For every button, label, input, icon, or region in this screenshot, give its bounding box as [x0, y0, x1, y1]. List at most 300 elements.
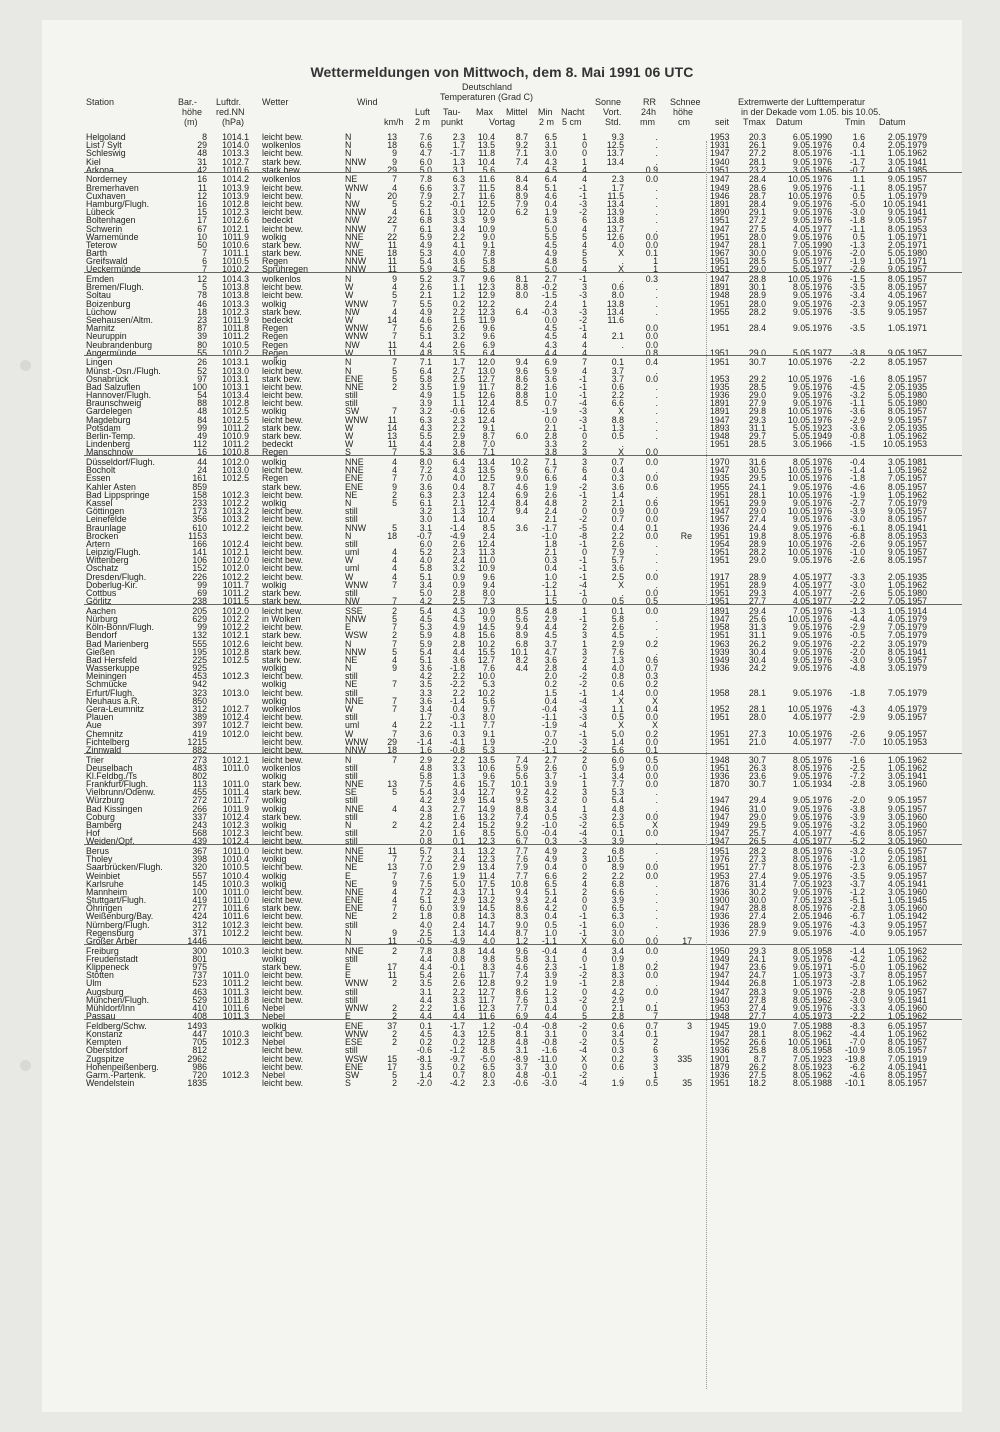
col-min-5cm: 5 cm	[562, 117, 582, 127]
cell-height: 557	[192, 870, 207, 881]
cell-precipitation: .	[655, 895, 658, 906]
cell-min-5cm: -2	[579, 1069, 587, 1080]
cell-max-temp: 12.7	[477, 506, 495, 517]
cell-pressure: 1012.2	[222, 613, 249, 624]
cell-air-temp: 5.1	[419, 571, 432, 582]
cell-tmin: -2.8	[849, 903, 865, 914]
cell-min-5cm: 2	[582, 754, 587, 765]
cell-min-5cm: 3	[582, 854, 587, 865]
cell-pressure: 1013.0	[222, 365, 249, 376]
cell-weather: leicht bew.	[262, 290, 304, 301]
cell-tmin-date: 1.05.1979	[887, 190, 927, 201]
cell-min-5cm: 3	[582, 646, 587, 657]
cell-station: Wittenberg	[86, 555, 129, 566]
cell-pressure: 1010.3	[222, 945, 249, 956]
cell-sunshine: 0.6	[611, 381, 624, 392]
col-mean: Mittel	[506, 107, 528, 117]
cell-min-2m: 3.4	[544, 803, 557, 814]
cell-tmin: -3.9	[849, 811, 865, 822]
cell-air-temp: 4.9	[419, 306, 432, 317]
cell-air-temp: 4.0	[419, 919, 432, 930]
cell-min-2m: 5.9	[544, 365, 557, 376]
cell-weather: Nebel	[262, 1069, 285, 1080]
cell-tmin-date: 9.05.1957	[887, 803, 927, 814]
cell-dew-point: 2.9	[452, 431, 465, 441]
cell-height: 7	[202, 248, 207, 258]
cell-precipitation: 0.3	[645, 274, 658, 285]
cell-tmax-date: 10.05.1961	[787, 1037, 832, 1048]
cell-since-year: 1976	[710, 854, 730, 865]
cell-dew-point: 4.3	[452, 465, 465, 476]
cell-sunshine: 0.9	[611, 953, 624, 964]
cell-pressure: 1011.1	[222, 248, 249, 258]
cell-tmin: -3.3	[849, 571, 865, 582]
cell-pressure: 1013.1	[222, 357, 249, 368]
cell-since-year: 1951	[710, 530, 730, 541]
cell-min-2m: 1.2	[544, 986, 557, 997]
cell-dew-point: -9.7	[449, 1053, 465, 1064]
cell-min-5cm: -3	[579, 703, 587, 714]
cell-height: 419	[192, 728, 207, 739]
cell-sunshine: 6.5	[611, 819, 624, 830]
cell-height: 882	[192, 744, 207, 755]
cell-max-temp: 8.5	[482, 1045, 495, 1056]
cell-wind-dir: ENE	[345, 373, 364, 384]
cell-wind-dir: still	[345, 671, 358, 682]
cell-mean-temp: 3.6	[515, 522, 528, 533]
cell-pressure: 1011.2	[222, 978, 249, 989]
cell-weather: stark bew.	[262, 156, 302, 167]
cell-weather: leicht bew.	[262, 223, 304, 234]
cell-wind-speed: 2	[392, 489, 397, 500]
cell-min-5cm: X	[581, 936, 587, 946]
cell-dew-point: 5.0	[452, 878, 465, 889]
cell-air-temp: 5.4	[419, 787, 432, 798]
cell-dew-point: 3.4	[452, 787, 465, 798]
cell-min-2m: 6.6	[544, 870, 557, 881]
cell-min-5cm: -1	[579, 927, 587, 938]
cell-tmax-date: 7.05.1988	[792, 1020, 832, 1031]
cell-wind-dir: WNW	[345, 414, 368, 425]
cell-since-year: 1957	[710, 514, 730, 525]
cell-min-2m: 0.4	[544, 862, 557, 873]
cell-pressure: 1013.8	[222, 290, 249, 301]
cell-dew-point: 0.8	[452, 953, 465, 964]
cell-tmin: 0.5	[852, 231, 865, 242]
cell-station: Bad Hersfeld	[86, 654, 137, 665]
cell-sunshine: 1.3	[611, 654, 624, 665]
cell-wind-speed: 4	[392, 465, 397, 476]
cell-station: Lüchow	[86, 306, 117, 317]
cell-tmax: 27.5	[748, 1069, 766, 1080]
cell-weather: leicht bew.	[262, 1061, 304, 1072]
cell-dew-point: -4.9	[449, 936, 465, 946]
cell-min-2m: 0.5	[544, 919, 557, 930]
cell-sunshine: 1.9	[611, 1078, 624, 1088]
cell-weather: wolkig	[262, 231, 287, 242]
cell-sunshine: 0.6	[611, 1061, 624, 1072]
cell-pressure: 1010.2	[222, 347, 249, 358]
cell-pressure: 1013.4	[222, 390, 249, 401]
cell-since-year: 1939	[710, 646, 730, 657]
cell-station: Bad Lippspringe	[86, 489, 150, 500]
cell-wind-dir: N	[345, 190, 352, 201]
cell-wind-dir: NNE	[345, 248, 364, 258]
cell-since-year: 1936	[710, 1045, 730, 1056]
cell-sunshine: 6.8	[611, 846, 624, 856]
cell-tmin: -3.8	[849, 347, 865, 358]
cell-air-temp: 3.5	[419, 381, 432, 392]
cell-tmax: 27.9	[748, 927, 766, 938]
cell-weather: stark bew.	[262, 248, 302, 258]
cell-sunshine: 1.8	[611, 962, 624, 972]
cell-dew-point: -0.6	[449, 406, 465, 417]
cell-min-5cm: 3	[582, 457, 587, 467]
cell-pressure: 1012.2	[222, 622, 249, 633]
cell-weather: leicht bew.	[262, 530, 304, 541]
cell-weather: Nebel	[262, 1037, 285, 1048]
cell-tmax-date: 5.05.1977	[792, 256, 832, 267]
cell-station: Soltau	[86, 290, 111, 301]
cell-height: 173	[192, 506, 207, 517]
cell-precipitation: 0.2	[645, 679, 658, 690]
cell-air-temp: 3.5	[419, 1061, 432, 1072]
cell-weather: wolkig	[262, 854, 287, 865]
cell-since-year: 1947	[710, 986, 730, 997]
cell-max-temp: 5.8	[482, 256, 495, 267]
cell-weather: wolkig	[262, 1020, 287, 1031]
cell-precipitation: .	[655, 215, 658, 226]
cell-precipitation: .	[655, 613, 658, 624]
cell-wind-dir: NE	[345, 679, 358, 690]
cell-tmax-date: 5.05.1923	[792, 422, 832, 433]
cell-min-2m: 5.1	[544, 182, 557, 193]
cell-precipitation: 7	[653, 1011, 658, 1022]
cell-max-temp: 11.5	[478, 182, 495, 193]
cell-tmin: -6.1	[849, 522, 865, 533]
cell-since-year: 1967	[710, 248, 730, 258]
cell-since-year: 1940	[710, 156, 730, 167]
cell-weather: wolkenlos	[262, 274, 301, 285]
cell-precipitation: 0.0	[645, 571, 658, 582]
cell-tmin: -4.2	[849, 953, 865, 964]
cell-max-temp: 14.5	[477, 903, 495, 914]
cell-min-5cm: -1	[579, 587, 587, 598]
cell-precipitation: .	[655, 465, 658, 476]
cell-tmax: 28.1	[748, 156, 766, 167]
cell-station: Bremen/Flugh.	[86, 282, 144, 293]
cell-min-2m: 2.6	[544, 489, 557, 500]
cell-min-5cm: 4	[582, 878, 587, 889]
cell-min-2m: 6.5	[544, 878, 557, 889]
cell-min-2m: 6.9	[544, 357, 557, 368]
cell-wind-dir: still	[345, 506, 358, 517]
cell-tmax: 27.4	[748, 514, 766, 525]
cell-min-2m: -1.0	[541, 819, 557, 830]
cell-sunshine: 5.0	[611, 728, 624, 739]
cell-min-5cm: 2	[582, 886, 587, 897]
cell-weather: leicht bew.	[262, 836, 304, 847]
cell-dew-point: 2.5	[452, 373, 465, 384]
cell-dew-point: 0.1	[452, 836, 465, 847]
cell-tmax-date: 8.05.1923	[792, 1061, 832, 1072]
cell-pressure: 1012.1	[222, 547, 249, 557]
cell-precipitation: .	[655, 365, 658, 376]
cell-dew-point: 1.9	[452, 870, 465, 881]
cell-station: Aue	[86, 720, 102, 731]
cell-mean-temp: 6.4	[515, 306, 528, 317]
cell-min-2m: 4.4	[544, 622, 557, 633]
cell-sunshine: 13.7	[606, 148, 624, 159]
cell-dew-point: 2.8	[452, 638, 465, 649]
cell-pressure: 1011.3	[222, 986, 249, 997]
cell-precipitation: 0.4	[645, 357, 658, 368]
cell-max-temp: 15.6	[477, 630, 495, 641]
cell-dew-point: -0.8	[449, 744, 465, 755]
cell-sunshine: 1.7	[611, 182, 624, 193]
cell-wind-dir: ENE	[345, 903, 364, 914]
cell-sunshine: 7.7	[611, 779, 624, 789]
cell-tmin: -1.4	[849, 945, 865, 956]
cell-since-year: 1891	[710, 605, 730, 616]
cell-min-5cm: -1	[579, 919, 587, 930]
cell-weather: leicht bew.	[262, 622, 304, 633]
cell-tmin: -4.6	[849, 828, 865, 839]
cell-min-2m: 1.5	[544, 596, 557, 607]
cell-precipitation: 0.5	[645, 754, 658, 765]
cell-air-temp: 3.4	[419, 703, 432, 714]
cell-tmin-date: 1.05.1962	[887, 754, 927, 765]
cell-height: 55	[197, 347, 207, 358]
cell-wind-speed: 7	[392, 596, 397, 607]
cell-tmax-date: 9.05.1976	[792, 646, 832, 657]
cell-air-temp: 7.0	[419, 473, 432, 484]
cell-wind-dir: NNW	[345, 613, 367, 624]
cell-wind-dir: WSW	[345, 1053, 368, 1064]
cell-air-temp: 6.0	[419, 156, 432, 167]
cell-tmax: 31.1	[748, 630, 766, 641]
cell-min-2m: -1.1	[541, 744, 557, 755]
cell-height: 337	[192, 811, 207, 822]
cell-wind-speed: 2	[392, 978, 397, 989]
cell-weather: stark bew.	[262, 306, 302, 317]
cell-max-temp: 11.6	[478, 1011, 495, 1022]
cell-air-temp: 2.1	[419, 290, 432, 301]
cell-precipitation: 2	[653, 1037, 658, 1048]
cell-max-temp: 12.3	[477, 1002, 495, 1013]
col-rr: RR	[643, 97, 656, 107]
cell-min-5cm: 0	[582, 762, 587, 773]
cell-tmax-date: 9.05.1976	[792, 638, 832, 649]
cell-wind-speed: 7	[392, 331, 397, 342]
cell-max-temp: 8.7	[482, 431, 495, 441]
cell-height: 12	[197, 190, 207, 201]
cell-tmin: -1.8	[849, 687, 865, 698]
cell-tmax: 27.7	[748, 862, 766, 873]
cell-tmin-date: 9.05.1957	[887, 712, 927, 723]
cell-weather: leicht bew.	[262, 712, 304, 723]
cell-wind-speed: 11	[387, 936, 397, 946]
cell-tmin: -4.4	[849, 613, 865, 624]
cell-pressure: 1011.0	[222, 846, 249, 856]
cell-min-2m: 5.5	[544, 231, 557, 242]
cell-since-year: 1947	[710, 174, 730, 185]
cell-mean-temp: 9.4	[515, 886, 528, 897]
cell-min-5cm: -3	[579, 290, 587, 301]
col-since: seit	[715, 117, 730, 127]
cell-station: Plauen	[86, 712, 114, 723]
cell-min-5cm: 1	[582, 779, 587, 789]
cell-sunshine: .	[621, 439, 624, 450]
cell-tmin-date: 1.05.1962	[887, 962, 927, 972]
cell-tmin-date: 5.05.1980	[887, 398, 927, 409]
cell-max-temp: 7.3	[482, 596, 495, 607]
cell-precipitation: 0.0	[645, 862, 658, 873]
cell-tmin-date: 4.05.1979	[887, 703, 927, 714]
cell-station: Bad Marienberg	[86, 638, 149, 649]
cell-tmax: 28.8	[748, 903, 766, 914]
cell-tmin: -6.7	[849, 911, 865, 922]
cell-weather: bedeckt	[262, 315, 293, 325]
cell-dew-point: 2.4	[452, 555, 465, 566]
cell-tmax: 29.5	[748, 473, 766, 484]
cell-station: Mühldorf/Inn	[86, 1002, 135, 1013]
cell-wind-dir: still	[345, 836, 358, 847]
cell-tmax: 30.0	[748, 895, 766, 906]
cell-tmin-date: 8.05.1957	[887, 274, 927, 285]
col-wind: Wind	[357, 97, 378, 107]
cell-dew-point: 1.6	[452, 828, 465, 839]
cell-height: 10	[197, 231, 207, 242]
cell-dew-point: 3.7	[452, 274, 465, 285]
cell-max-temp: 12.7	[477, 787, 495, 798]
cell-wind-speed: 4	[392, 803, 397, 814]
cell-max-temp: 12.9	[477, 290, 495, 301]
cell-since-year: 1946	[710, 803, 730, 814]
cell-tmin: -6.2	[849, 1061, 865, 1072]
cell-weather: wolkig	[262, 870, 287, 881]
cell-tmin: -5.0	[849, 962, 865, 972]
cell-min-5cm: -2	[579, 671, 587, 682]
cell-dew-point: 2.5	[452, 596, 465, 607]
cell-pressure: 1012.2	[222, 927, 249, 938]
cell-tmin-date: 9.05.1957	[887, 870, 927, 881]
cell-tmax-date: 9.05.1976	[792, 986, 832, 997]
cell-wind-speed: 7	[392, 703, 397, 714]
cell-max-temp: 11.6	[478, 190, 495, 201]
cell-tmax: 31.1	[748, 422, 766, 433]
cell-height: 483	[192, 762, 207, 773]
cell-wind-dir: S	[345, 1078, 351, 1088]
cell-mean-temp: 9.4	[515, 622, 528, 633]
cell-min-5cm: 1	[582, 156, 587, 167]
cell-sunshine: X	[618, 447, 624, 458]
cell-precipitation: 0.8	[645, 347, 658, 358]
cell-pressure: 1011.6	[222, 1002, 249, 1013]
cell-max-temp: 11.3	[478, 547, 495, 557]
cell-tmin: -1.9	[849, 489, 865, 500]
cell-precipitation: 0.0	[645, 870, 658, 881]
cell-since-year: 1951	[710, 728, 730, 739]
cell-tmin-date: 7.05.1979	[887, 497, 927, 508]
cell-dew-point: 1.1	[452, 398, 465, 409]
cell-min-5cm: -2	[579, 207, 587, 218]
cell-mean-temp: 5.6	[515, 613, 528, 624]
cell-sunshine: 7.9	[611, 547, 624, 557]
cell-dew-point: 3.6	[452, 256, 465, 267]
cell-weather: leicht bew.	[262, 728, 304, 739]
cell-sunshine: 5.3	[611, 787, 624, 798]
cell-air-temp: 5.2	[419, 198, 432, 209]
cell-tmin-date: 9.05.1957	[887, 927, 927, 938]
cell-air-temp: 4.9	[419, 239, 432, 250]
cell-height: 17	[197, 215, 207, 226]
cell-since-year: 1947	[710, 223, 730, 234]
cell-height: 1215	[187, 736, 207, 747]
cell-height: 16	[197, 447, 207, 458]
cell-tmin-date: 9.05.1957	[887, 654, 927, 665]
cell-mean-temp: 7.4	[515, 156, 528, 167]
cell-dew-point: 4.4	[452, 1011, 465, 1022]
cell-min-5cm: 3	[582, 447, 587, 458]
cell-since-year: 1947	[710, 1028, 730, 1039]
cell-tmax-date: 10.05.1976	[787, 703, 832, 714]
cell-since-year: 1953	[710, 373, 730, 384]
cell-height: 859	[192, 481, 207, 492]
cell-max-temp: 12.3	[477, 282, 495, 293]
cell-tmin: -3.7	[849, 878, 865, 889]
cell-weather: leicht bew.	[262, 911, 304, 922]
cell-max-temp: 9.6	[482, 274, 495, 285]
cell-min-2m: 5.0	[544, 264, 557, 275]
cell-air-temp: 2.5	[419, 927, 432, 938]
cell-precipitation: .	[655, 579, 658, 590]
cell-since-year: 1917	[710, 571, 730, 582]
cell-dew-point: 4.5	[452, 264, 465, 275]
cell-station: Hannover/Flugh.	[86, 390, 152, 401]
cell-tmin: -2.5	[849, 762, 865, 773]
cell-min-2m: 2.4	[544, 506, 557, 517]
cell-height: 42	[197, 164, 207, 175]
cell-max-temp: 9.1	[482, 728, 495, 739]
cell-wind-dir: NNW	[345, 264, 367, 275]
cell-sunshine: 0.5	[611, 712, 624, 723]
cell-tmin-date: 3.05.1979	[887, 638, 927, 649]
cell-precipitation: .	[655, 978, 658, 989]
cell-min-5cm: 0	[582, 431, 587, 441]
cell-min-2m: 3.6	[544, 373, 557, 384]
cell-tmax: 28.7	[748, 190, 766, 201]
cell-min-5cm: 4	[582, 223, 587, 234]
cell-tmin: -3.0	[849, 207, 865, 218]
cell-wind-speed: 4	[392, 282, 397, 293]
cell-since-year: 1951	[710, 298, 730, 309]
cell-min-2m: 3.0	[544, 148, 557, 159]
cell-dew-point: 1.3	[452, 770, 465, 781]
cell-tmin-date: 1.05.1962	[887, 579, 927, 590]
cell-air-temp: 5.9	[419, 231, 432, 242]
cell-tmin-date: 8.05.1957	[887, 373, 927, 384]
cell-station: Weiden/Opf.	[86, 836, 135, 847]
cell-wind-dir: still	[345, 687, 358, 698]
cell-tmax: 29.5	[748, 819, 766, 830]
cell-tmax: 27.4	[748, 911, 766, 922]
cell-dew-point: 1.6	[452, 1002, 465, 1013]
cell-tmax: 28.9	[748, 579, 766, 590]
cell-height: 925	[192, 663, 207, 673]
cell-weather: leicht bew.	[262, 390, 304, 401]
col-sun-2: Vort.	[603, 107, 622, 117]
